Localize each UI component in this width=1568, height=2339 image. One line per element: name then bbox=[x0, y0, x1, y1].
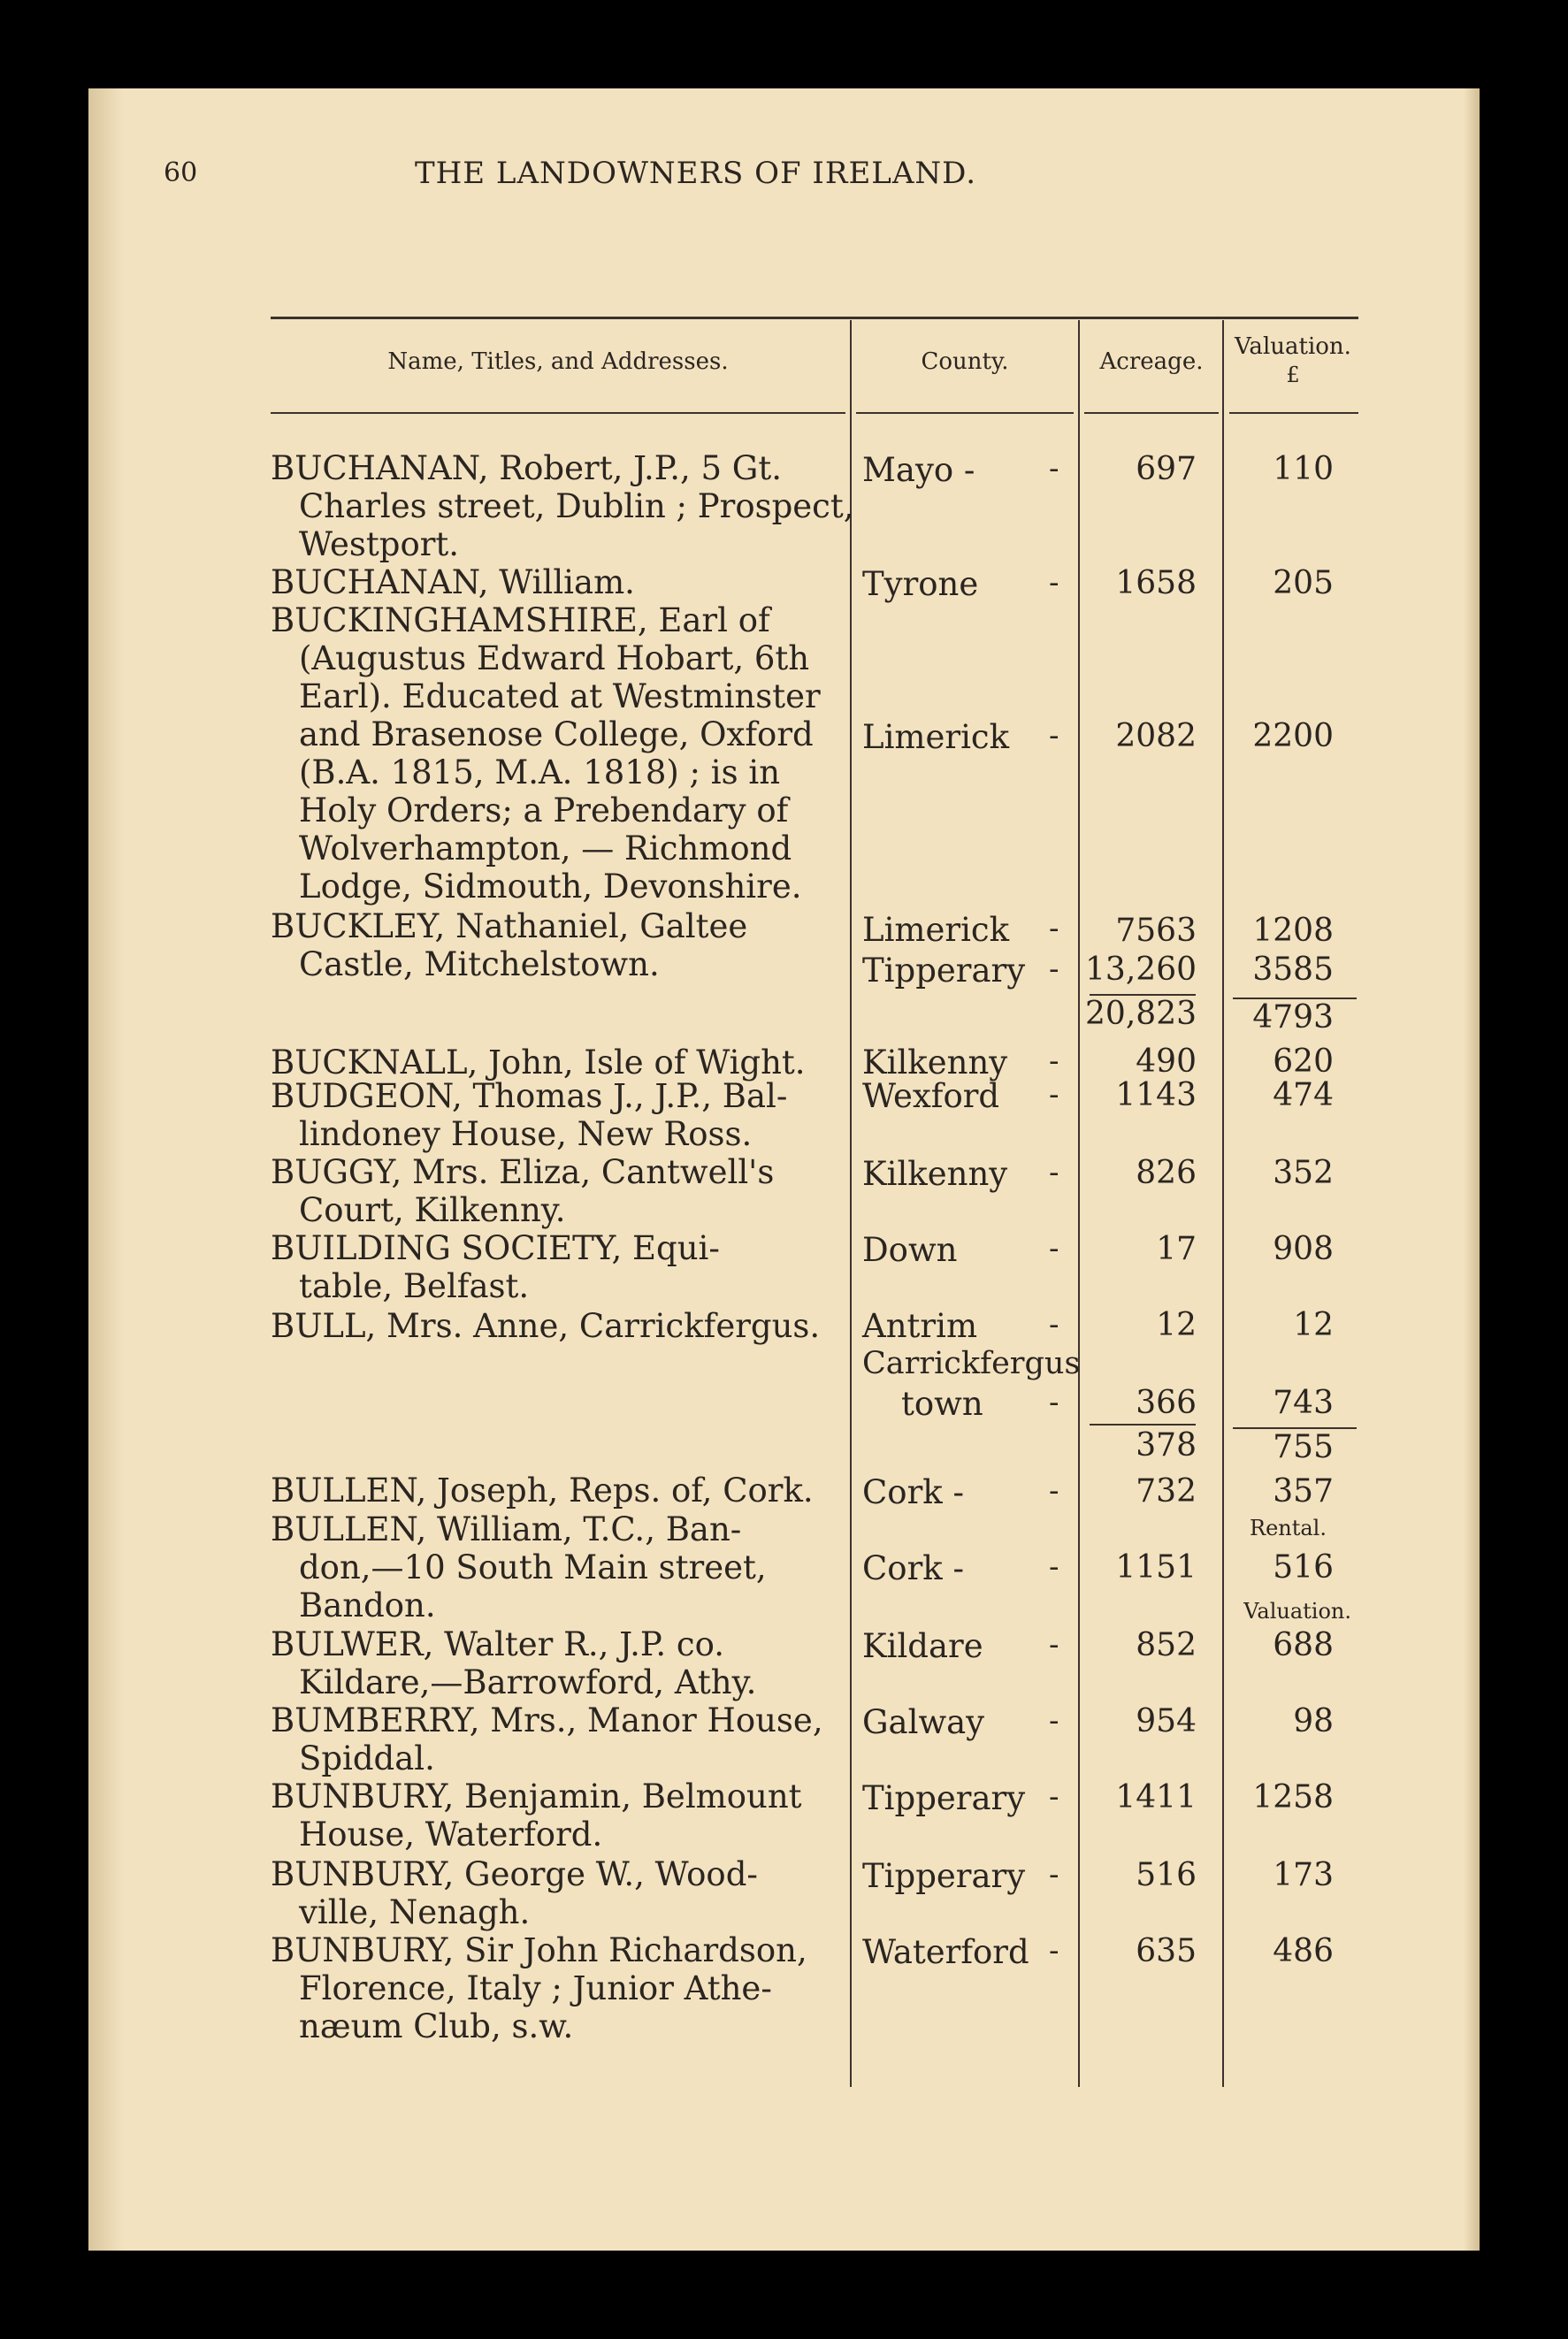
table-top-rule bbox=[271, 317, 1358, 319]
entry-line: don,—10 South Main street, bbox=[299, 1548, 767, 1586]
entry-line: Lodge, Sidmouth, Devonshire. bbox=[299, 868, 802, 906]
county-cell: Tyrone bbox=[862, 565, 979, 603]
entry-line: BUNBURY, George W., Wood- bbox=[271, 1855, 758, 1893]
dash-mark: - bbox=[1049, 1307, 1059, 1342]
county-cell-continued: town bbox=[901, 1385, 983, 1423]
page-number: 60 bbox=[164, 157, 198, 188]
acreage-cell: 635 bbox=[1136, 1933, 1197, 1969]
valuation-unit: £ bbox=[1286, 363, 1300, 387]
county-cell: Limerick bbox=[862, 911, 1010, 949]
header-rule-acreage bbox=[1084, 412, 1219, 414]
entry-line: BUCHANAN, William. bbox=[271, 563, 635, 601]
entry-budgeon bbox=[271, 1077, 833, 1153]
county-cell: Carrickfergus bbox=[862, 1346, 1081, 1381]
entry-line: næum Club, s.w. bbox=[299, 2007, 574, 2045]
county-cell: Kildare bbox=[862, 1627, 983, 1665]
acreage-cell: 1411 bbox=[1115, 1779, 1197, 1815]
valuation-cell: 352 bbox=[1273, 1155, 1334, 1191]
acreage-cell: 826 bbox=[1136, 1155, 1197, 1191]
valuation-cell: 110 bbox=[1273, 451, 1334, 487]
entry-line: Court, Kilkenny. bbox=[299, 1191, 566, 1229]
acreage-cell: 366 bbox=[1136, 1385, 1197, 1421]
entry-line: (B.A. 1815, M.A. 1818) ; is in bbox=[299, 753, 781, 791]
column-divider-1 bbox=[850, 320, 852, 2087]
valuation-cell: 620 bbox=[1273, 1043, 1334, 1080]
entry-line: BUCHANAN, Robert, J.P., 5 Gt. bbox=[271, 449, 782, 487]
entry-line: BUNBURY, Benjamin, Belmount bbox=[271, 1777, 802, 1815]
entry-bullen-joseph bbox=[271, 1471, 833, 1510]
entry-bumberry bbox=[271, 1701, 833, 1777]
valuation-cell: 205 bbox=[1273, 565, 1334, 601]
entry-line: lindoney House, New Ross. bbox=[299, 1115, 753, 1153]
entry-line: Bandon. bbox=[299, 1586, 436, 1624]
entry-bulwer bbox=[271, 1625, 833, 1701]
entry-line: BUNBURY, Sir John Richardson, bbox=[271, 1931, 807, 1969]
county-cell: Tipperary bbox=[862, 1857, 1026, 1895]
dash-mark: - bbox=[1049, 1857, 1059, 1892]
entry-line: BULLEN, Joseph, Reps. of, Cork. bbox=[271, 1471, 814, 1510]
entry-buchanan-william bbox=[271, 563, 833, 601]
entry-line: House, Waterford. bbox=[299, 1815, 603, 1854]
dash-mark: - bbox=[1049, 565, 1059, 600]
dash-mark: - bbox=[1049, 1703, 1059, 1739]
county-cell: Galway bbox=[862, 1703, 985, 1741]
entry-line: Charles street, Dublin ; Prospect, bbox=[299, 487, 854, 525]
dash-mark: - bbox=[1049, 1043, 1059, 1079]
acreage-cell: 13,260 bbox=[1085, 952, 1197, 988]
valuation-cell: 908 bbox=[1273, 1231, 1334, 1267]
valuation-cell: 12 bbox=[1293, 1307, 1334, 1343]
acreage-cell: 1143 bbox=[1115, 1077, 1197, 1113]
valuation-cell: 743 bbox=[1273, 1385, 1334, 1421]
rental-note: Rental. bbox=[1250, 1516, 1327, 1540]
entry-bunbury-john bbox=[271, 1931, 833, 2045]
acreage-cell: 490 bbox=[1136, 1043, 1197, 1080]
entry-bunbury-george bbox=[271, 1855, 833, 1931]
entry-line: Kildare,—Barrowford, Athy. bbox=[299, 1663, 757, 1701]
entry-line: Florence, Italy ; Junior Athe- bbox=[299, 1969, 772, 2007]
county-cell: Antrim bbox=[862, 1307, 978, 1345]
dash-mark: - bbox=[1049, 911, 1059, 946]
dash-mark: - bbox=[1049, 1779, 1059, 1815]
page-gutter-shadow bbox=[88, 88, 124, 2251]
entry-line: BULL, Mrs. Anne, Carrickfergus. bbox=[271, 1307, 821, 1345]
column-header-valuation bbox=[1222, 333, 1364, 389]
acreage-cell: 12 bbox=[1156, 1307, 1197, 1343]
county-cell: Limerick bbox=[862, 718, 1010, 756]
county-cell: Waterford bbox=[862, 1933, 1029, 1971]
entry-line: BUCKNALL, John, Isle of Wight. bbox=[271, 1043, 806, 1082]
dash-mark: - bbox=[1049, 451, 1059, 486]
entry-line: BULWER, Walter R., J.P. co. bbox=[271, 1625, 724, 1663]
county-cell: Wexford bbox=[862, 1077, 1000, 1115]
entry-line: Spiddal. bbox=[299, 1739, 435, 1777]
dash-mark: - bbox=[1049, 952, 1059, 987]
county-cell: Cork - bbox=[862, 1549, 964, 1587]
acreage-cell: 1151 bbox=[1115, 1549, 1197, 1586]
valuation-cell: 486 bbox=[1273, 1933, 1334, 1969]
entry-line: BUCKLEY, Nathaniel, Galtee bbox=[271, 907, 748, 945]
entry-bucknall bbox=[271, 1043, 833, 1082]
column-divider-2 bbox=[1078, 320, 1080, 2087]
dash-mark: - bbox=[1049, 1473, 1059, 1509]
entry-bunbury-benjamin bbox=[271, 1777, 833, 1854]
entry-line: Westport. bbox=[299, 525, 460, 563]
acreage-cell: 697 bbox=[1136, 451, 1197, 487]
acreage-cell: 7563 bbox=[1115, 913, 1197, 949]
entry-line: Earl). Educated at Westminster bbox=[299, 677, 821, 715]
valuation-cell: 357 bbox=[1273, 1473, 1334, 1510]
acreage-cell: 732 bbox=[1136, 1473, 1197, 1510]
entry-line: BUGGY, Mrs. Eliza, Cantwell's bbox=[271, 1153, 775, 1191]
column-divider-3 bbox=[1222, 320, 1224, 2087]
acreage-total: 378 bbox=[1136, 1427, 1197, 1464]
acreage-cell: 954 bbox=[1136, 1703, 1197, 1739]
entry-line: BUCKINGHAMSHIRE, Earl of bbox=[271, 601, 770, 639]
header-rule-county bbox=[856, 412, 1074, 414]
header-rule-name bbox=[271, 412, 845, 414]
dash-mark: - bbox=[1049, 1549, 1059, 1585]
valuation-total: 4793 bbox=[1252, 999, 1334, 1036]
header-rule-valuation bbox=[1229, 412, 1358, 414]
county-cell: Tipperary bbox=[862, 1779, 1026, 1817]
acreage-cell: 1658 bbox=[1115, 565, 1197, 601]
county-cell: Mayo - bbox=[862, 451, 975, 489]
entry-building-society bbox=[271, 1229, 833, 1305]
valuation-cell: 98 bbox=[1293, 1703, 1334, 1739]
valuation-label: Valuation. bbox=[1235, 333, 1351, 360]
column-header-acreage: Acreage. bbox=[1099, 348, 1204, 375]
entry-line: BUILDING SOCIETY, Equi- bbox=[271, 1229, 720, 1267]
acreage-cell: 852 bbox=[1136, 1627, 1197, 1663]
entry-line: BULLEN, William, T.C., Ban- bbox=[271, 1510, 742, 1548]
county-cell: Kilkenny bbox=[862, 1155, 1008, 1193]
dash-mark: - bbox=[1049, 1627, 1059, 1663]
acreage-cell: 2082 bbox=[1115, 718, 1197, 754]
valuation-cell: 688 bbox=[1273, 1627, 1334, 1663]
valuation-cell: 1258 bbox=[1252, 1779, 1334, 1815]
county-cell: Cork - bbox=[862, 1473, 964, 1511]
entry-line: Wolverhampton, — Richmond bbox=[299, 829, 792, 868]
entry-buchanan-robert bbox=[271, 449, 854, 563]
entry-buggy bbox=[271, 1153, 833, 1229]
dash-mark: - bbox=[1049, 1933, 1059, 1968]
subtotal-rule bbox=[1090, 1424, 1196, 1426]
entry-bull bbox=[271, 1307, 833, 1345]
dash-mark: - bbox=[1049, 1155, 1059, 1190]
acreage-cell: 516 bbox=[1136, 1857, 1197, 1893]
dash-mark: - bbox=[1049, 1077, 1059, 1112]
valuation-total: 755 bbox=[1273, 1429, 1334, 1465]
entry-line: ville, Nenagh. bbox=[299, 1893, 531, 1931]
entry-line: Castle, Mitchelstown. bbox=[299, 945, 660, 983]
running-title: THE LANDOWNERS OF IRELAND. bbox=[414, 156, 977, 191]
page-edge-shadow bbox=[1464, 88, 1480, 2251]
dash-mark: - bbox=[1049, 1385, 1059, 1420]
entry-line: Holy Orders; a Prebendary of bbox=[299, 791, 789, 829]
entry-line: BUDGEON, Thomas J., J.P., Bal- bbox=[271, 1077, 788, 1115]
entry-line: (Augustus Edward Hobart, 6th bbox=[299, 639, 810, 677]
column-header-county: County. bbox=[921, 348, 1009, 375]
county-cell: Tipperary bbox=[862, 952, 1026, 990]
acreage-cell: 17 bbox=[1156, 1231, 1197, 1267]
county-cell: Kilkenny bbox=[862, 1043, 1008, 1082]
valuation-note: Valuation. bbox=[1243, 1599, 1351, 1624]
entry-buckinghamshire bbox=[271, 601, 833, 906]
entry-line: and Brasenose College, Oxford bbox=[299, 715, 814, 753]
column-header-name: Name, Titles, and Addresses. bbox=[387, 348, 729, 375]
valuation-cell: 2200 bbox=[1252, 718, 1334, 754]
valuation-cell: 516 bbox=[1273, 1549, 1334, 1586]
dash-mark: - bbox=[1049, 718, 1059, 753]
valuation-cell: 3585 bbox=[1252, 952, 1334, 988]
valuation-cell: 173 bbox=[1273, 1857, 1334, 1893]
county-cell: Down bbox=[862, 1231, 958, 1269]
valuation-cell: 1208 bbox=[1252, 913, 1334, 949]
dash-mark: - bbox=[1049, 1231, 1059, 1266]
entry-buckley bbox=[271, 907, 833, 983]
valuation-cell: 474 bbox=[1273, 1077, 1334, 1113]
acreage-total: 20,823 bbox=[1085, 996, 1197, 1032]
entry-line: table, Belfast. bbox=[299, 1267, 530, 1305]
entry-bullen-william bbox=[271, 1510, 833, 1624]
entry-line: BUMBERRY, Mrs., Manor House, bbox=[271, 1701, 823, 1739]
